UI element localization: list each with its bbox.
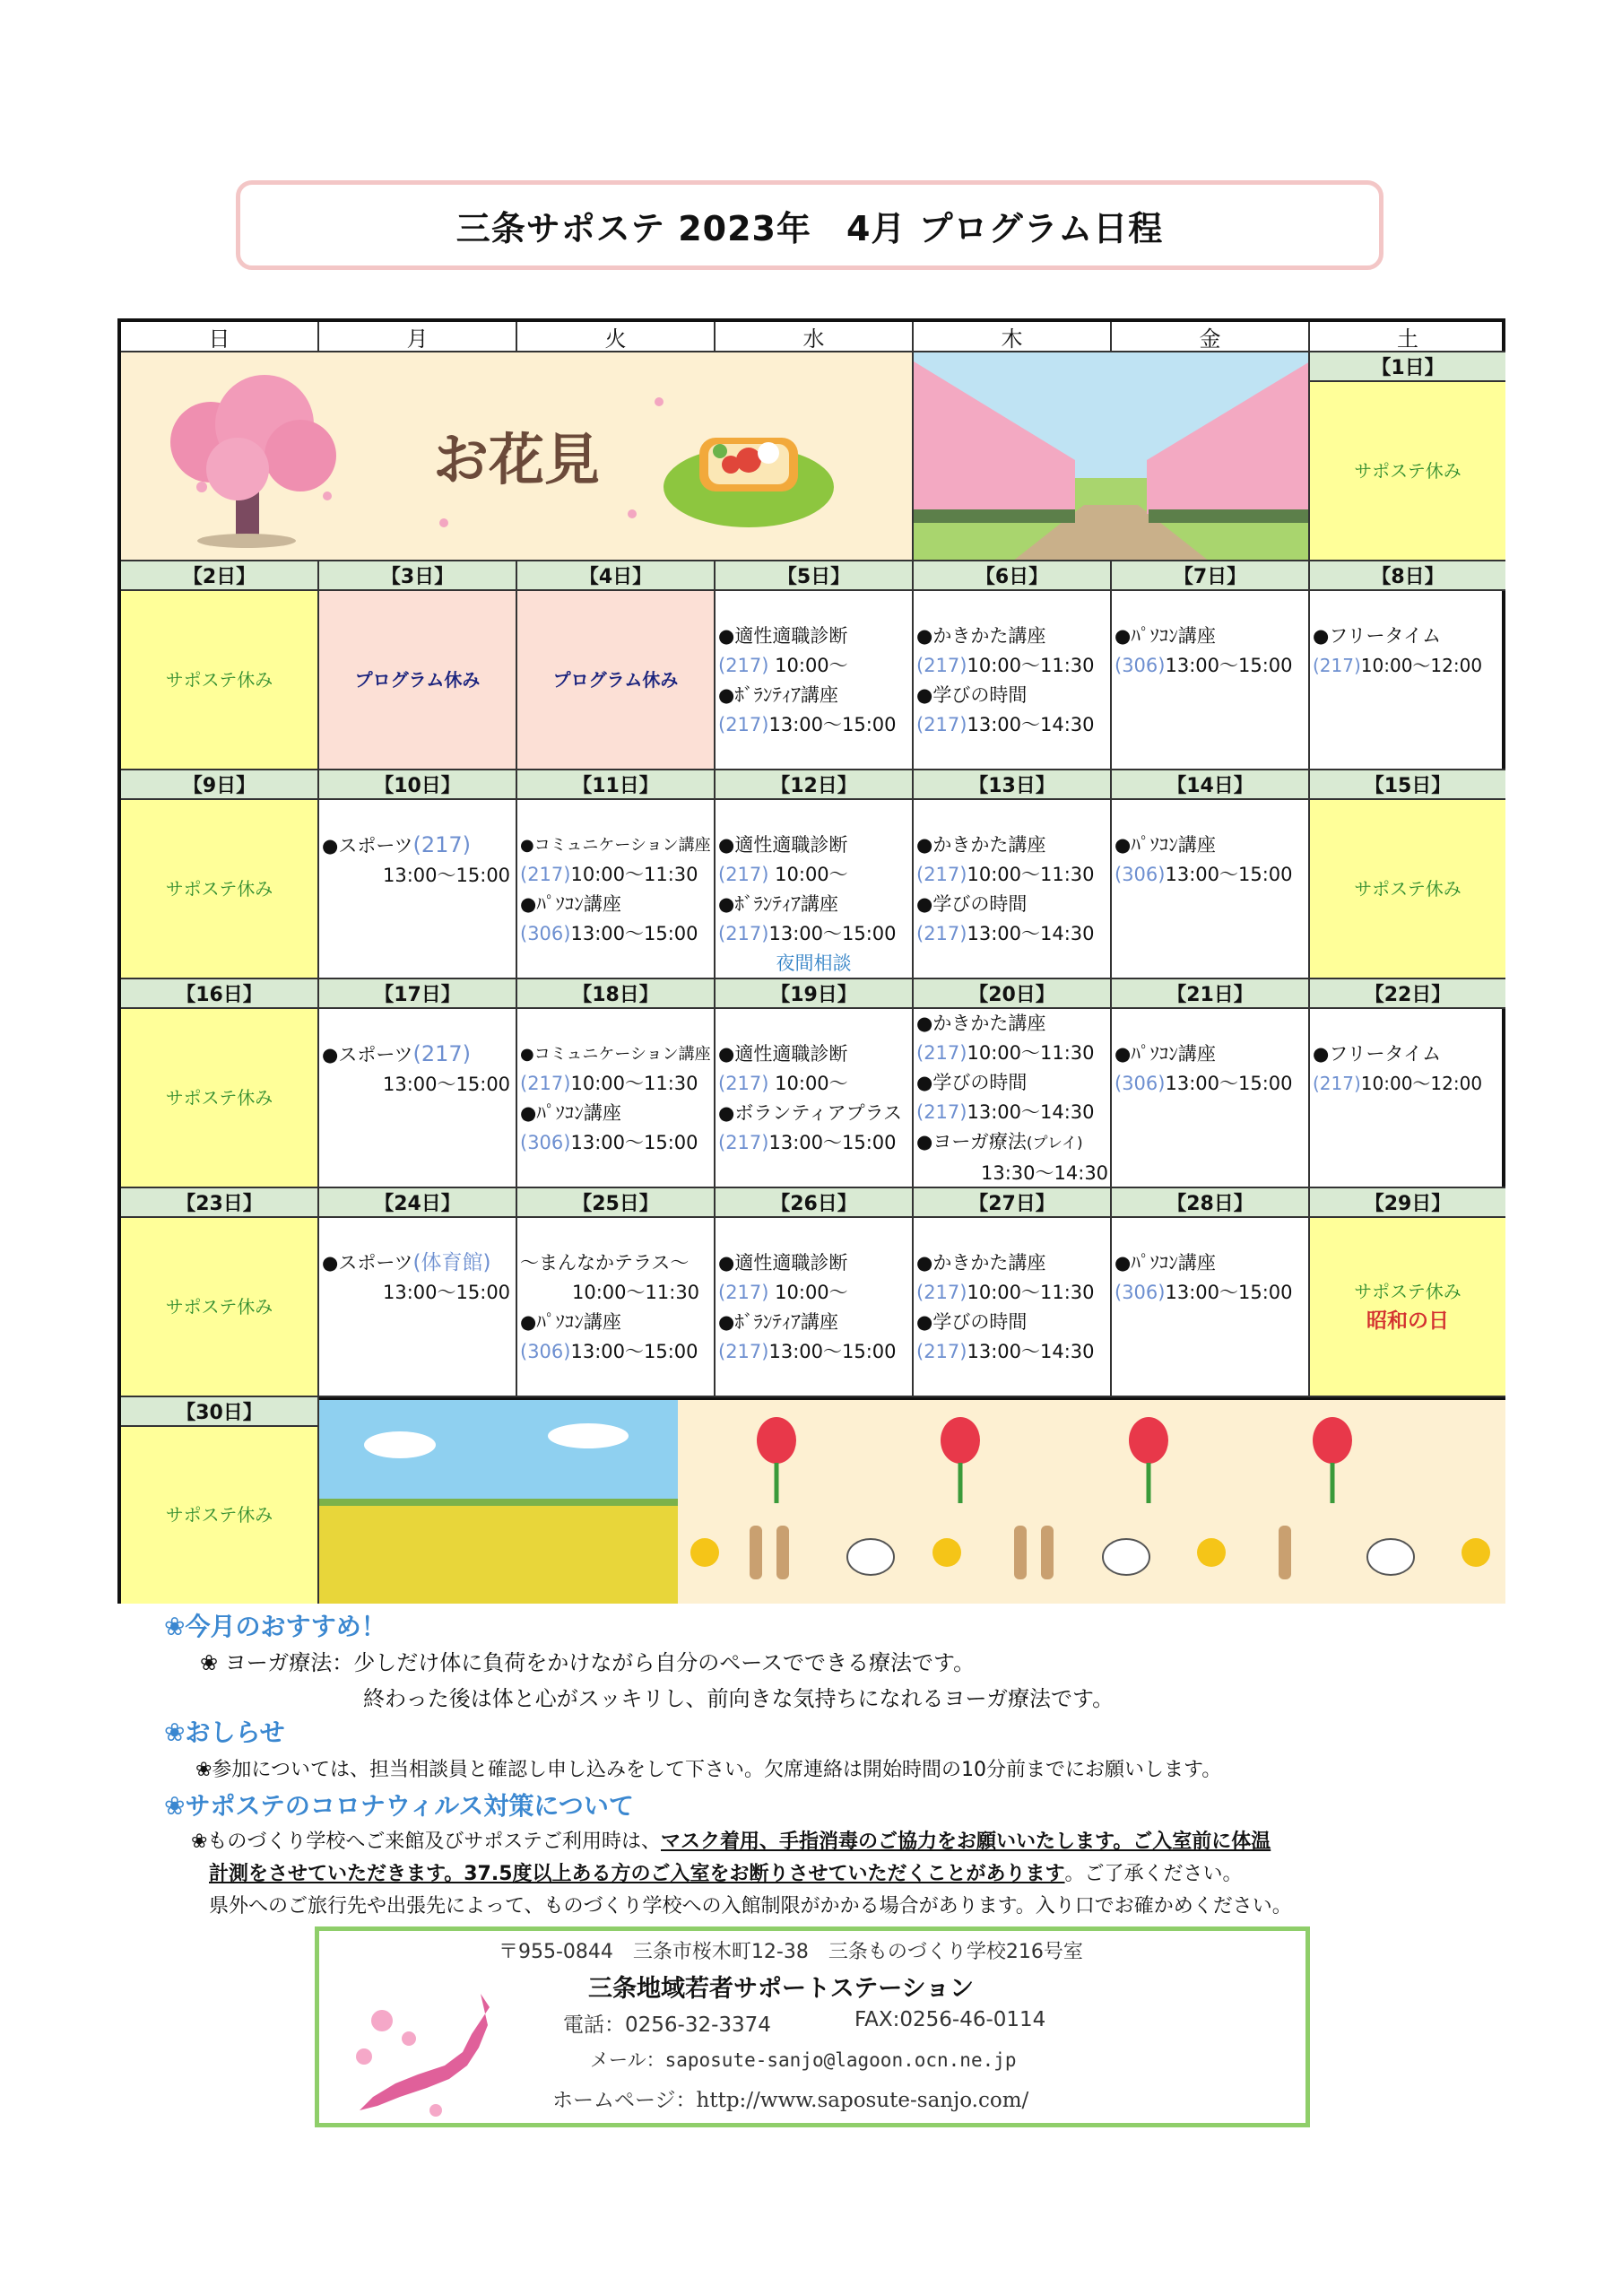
event-time: (217)13:00～15:00 (718, 1132, 897, 1153)
event-time: 13:00～15:00 (383, 1074, 511, 1095)
cherry-road-image (914, 352, 1310, 561)
event-name: ●かきかた講座 (916, 1013, 1046, 1034)
day-2-cell (121, 591, 319, 770)
event-time: (217)13:00～14:30 (916, 1341, 1095, 1362)
closed-label: サポステ休み (165, 877, 273, 900)
weekday-sun: 日 (121, 322, 319, 352)
footer-website[interactable]: ホームページ：http://www.saposute-sanjo.com/ (552, 2089, 1029, 2112)
event-time: (306)13:00～15:00 (1115, 864, 1293, 885)
day-header-26: 【26日】 (716, 1188, 914, 1218)
closed-label: サポステ休み (1354, 1281, 1462, 1302)
ohanami-text: お花見 (433, 427, 601, 492)
day-header-25: 【25日】 (517, 1188, 716, 1218)
weekday-tue: 火 (517, 322, 716, 352)
day-22-cell (1310, 1009, 1505, 1188)
day-13-cell (914, 800, 1112, 979)
day-header-21: 【21日】 (1112, 979, 1310, 1009)
weekday-mon: 月 (319, 322, 517, 352)
event-name: ●ﾎﾞﾗﾝﾃｨｱ講座 (718, 1311, 838, 1333)
event-time: (217)13:00～14:30 (916, 1101, 1095, 1123)
event-time: (217)10:00～11:30 (916, 655, 1095, 676)
event-name: ●ﾊﾟｿｺﾝ講座 (520, 1102, 621, 1124)
page-title: 三条サポステ 2023年 4月 プログラム日程 (236, 180, 1383, 270)
day-12-cell (716, 800, 914, 979)
day-14-cell (1112, 800, 1310, 979)
day-21-cell (1112, 1009, 1310, 1188)
day-23-cell (121, 1218, 319, 1397)
japan-map-icon (346, 1985, 499, 2119)
event-time: (217)10:00～11:30 (916, 864, 1095, 885)
program-closed-label: プログラム休み (354, 668, 481, 691)
day-header-28: 【28日】 (1112, 1188, 1310, 1218)
event-name: ●スポーツ(体育館) (322, 1251, 491, 1274)
event-time: (306)13:00～15:00 (520, 1341, 698, 1362)
day-11-cell (517, 800, 716, 979)
day-8-cell (1310, 591, 1505, 770)
day-header-11: 【11日】 (517, 770, 716, 800)
day-header-8: 【8日】 (1310, 561, 1505, 591)
day-19-cell (716, 1009, 914, 1188)
event-time: (217)13:00～14:30 (916, 714, 1095, 735)
weekday-sat: 土 (1310, 322, 1505, 352)
day-18-cell (517, 1009, 716, 1188)
event-name: ●学びの時間 (916, 684, 1028, 706)
event-name: ●ﾎﾞﾗﾝﾃｨｱ講座 (718, 893, 838, 915)
day-header-17: 【17日】 (319, 979, 517, 1009)
day-header-19: 【19日】 (716, 979, 914, 1009)
day-25-cell (517, 1218, 716, 1397)
day-24-cell (319, 1218, 517, 1397)
day-3-cell (319, 591, 517, 770)
event-time: (217) 10:00～ (718, 1282, 848, 1303)
day-header-2: 【2日】 (121, 561, 319, 591)
contact-footer (315, 1926, 1310, 2127)
day-header-1: 【1日】 (1310, 352, 1505, 382)
day-header-27: 【27日】 (914, 1188, 1112, 1218)
event-name: ●適性適職診断 (718, 625, 848, 647)
calendar (117, 318, 1505, 1604)
event-name: ●スポーツ(217) (322, 1041, 472, 1066)
notice-heading: ❀おしらせ (164, 1718, 285, 1747)
event-name: ●学びの時間 (916, 1072, 1028, 1093)
event-time: 13:00～15:00 (383, 1282, 511, 1303)
closed-label: サポステ休み (165, 1086, 273, 1109)
event-time: (217)10:00～11:30 (916, 1282, 1095, 1303)
event-time: 10:00～11:30 (572, 1282, 700, 1303)
day-10-cell (319, 800, 517, 979)
event-time: (217)10:00～11:30 (916, 1042, 1095, 1064)
footer-org: 三条地域若者サポートステーション (588, 1975, 975, 2003)
event-name: ●フリータイム (1313, 1043, 1442, 1065)
evening-consultation: 夜間相談 (776, 952, 852, 974)
corona-line-1: ❀ものづくり学校へご来館及びサポステご利用時は、マスク着用、手指消毒のご協力をお願いいたします。ご入室前に体温 (191, 1831, 1271, 1853)
recommend-heading: ❀今月のおすすめ！ (164, 1612, 386, 1641)
weekday-thu: 木 (914, 322, 1112, 352)
event-name: ●ﾊﾟｿｺﾝ講座 (520, 893, 621, 915)
event-time: (306)13:00～15:00 (1115, 1282, 1293, 1303)
corona-line-2: 計測をさせていただきます。37.5度以上ある方のご入室をお断りさせていただくことがあります。ご了承ください。 (209, 1863, 1243, 1885)
event-name: ●かきかた講座 (916, 625, 1046, 647)
recommend-line-1: ❀ ヨーガ療法：少しだけ体に負荷をかけながら自分のペースでできる療法です。 (200, 1650, 976, 1675)
footer-fax: FAX:0256-46-0114 (854, 2008, 1046, 2031)
event-time: (217)13:00～14:30 (916, 923, 1095, 944)
event-name: ●かきかた講座 (916, 1252, 1046, 1274)
event-name: ●ﾎﾞﾗﾝﾃｨｱ講座 (718, 684, 838, 706)
corona-line-3: 県外へのご旅行先や出張先によって、ものづくり学校への入館制限がかかる場合があります。入り口でお確かめください。 (209, 1895, 1292, 1918)
day-5-cell (716, 591, 914, 770)
day-header-6: 【6日】 (914, 561, 1112, 591)
day-6-cell (914, 591, 1112, 770)
footer-tel: 電話：0256-32-3374 (563, 2013, 771, 2037)
event-name: ●ﾊﾟｿｺﾝ講座 (520, 1311, 621, 1333)
holiday-label: 昭和の日 (1366, 1309, 1449, 1333)
day-17-cell (319, 1009, 517, 1188)
day-20-cell (914, 1009, 1112, 1188)
closed-label: サポステ休み (1354, 459, 1462, 482)
event-time: (217)10:00～11:30 (520, 864, 698, 885)
day-header-5: 【5日】 (716, 561, 914, 591)
closed-label: サポステ休み (1354, 877, 1462, 900)
closed-label: サポステ休み (165, 1295, 273, 1318)
day-header-29: 【29日】 (1310, 1188, 1505, 1218)
day-header-30: 【30日】 (121, 1397, 319, 1427)
day-header-13: 【13日】 (914, 770, 1112, 800)
day-header-3: 【3日】 (319, 561, 517, 591)
day-header-10: 【10日】 (319, 770, 517, 800)
day-header-9: 【9日】 (121, 770, 319, 800)
event-time: (217) 10:00～ (718, 1073, 848, 1094)
day-header-22: 【22日】 (1310, 979, 1505, 1009)
event-name: ●ﾊﾟｿｺﾝ講座 (1115, 1043, 1216, 1065)
event-time: (217)13:00～15:00 (718, 714, 897, 735)
event-name: ●適性適職診断 (718, 834, 848, 856)
hanami-banner (121, 352, 914, 561)
closed-label: サポステ休み (165, 668, 273, 691)
event-name: ●ﾊﾟｿｺﾝ講座 (1115, 625, 1216, 647)
weekday-wed: 水 (716, 322, 914, 352)
notice-line-1: ❀参加については、担当相談員と確認し申し込みをして下さい。欠席連絡は開始時間の10分前までにお願いします。 (195, 1759, 1222, 1781)
event-name: ●フリータイム (1313, 625, 1442, 647)
spring-banner (319, 1397, 1505, 1604)
cherry-road-illustration (914, 352, 1310, 561)
day-7-cell (1112, 591, 1310, 770)
day-header-20: 【20日】 (914, 979, 1112, 1009)
day-4-cell (517, 591, 716, 770)
event-name: ●ヨーガ療法(プレイ) (916, 1131, 1083, 1152)
event-name: ●学びの時間 (916, 893, 1028, 915)
event-name: ●スポーツ(217) (322, 832, 472, 857)
footer-address: 〒955-0844 三条市桜木町12-38 三条ものづくり学校216号室 (499, 1941, 1083, 1963)
event-name: ●ボランティアプラス (718, 1102, 903, 1124)
day-header-16: 【16日】 (121, 979, 319, 1009)
day-15-cell (1310, 800, 1505, 979)
day-16-cell (121, 1009, 319, 1188)
event-time: 13:30～14:30 (981, 1162, 1109, 1184)
event-name: ●かきかた講座 (916, 834, 1046, 856)
event-name: ●コミュニケーション講座 (520, 836, 711, 855)
footer-email[interactable]: メール：saposute-sanjo@lagoon.ocn.ne.jp (590, 2049, 1017, 2071)
event-time: (217)10:00～11:30 (520, 1073, 698, 1094)
event-time: (306)13:00～15:00 (520, 1132, 698, 1153)
day-1-cell (1310, 382, 1505, 561)
day-header-4: 【4日】 (517, 561, 716, 591)
event-name: ●適性適職診断 (718, 1043, 848, 1065)
day-28-cell (1112, 1218, 1310, 1397)
event-name: ●学びの時間 (916, 1311, 1028, 1333)
event-name: ●適性適職診断 (718, 1252, 848, 1274)
event-time: (217)13:00～15:00 (718, 923, 897, 944)
day-header-12: 【12日】 (716, 770, 914, 800)
day-header-24: 【24日】 (319, 1188, 517, 1218)
corona-heading: ❀サポステのコロナウィルス対策について (164, 1791, 634, 1821)
weekday-fri: 金 (1112, 322, 1310, 352)
day-27-cell (914, 1218, 1112, 1397)
event-time: (306)13:00～15:00 (1115, 1073, 1293, 1094)
day-header-7: 【7日】 (1112, 561, 1310, 591)
event-name: ●ﾊﾟｿｺﾝ講座 (1115, 834, 1216, 856)
day-header-14: 【14日】 (1112, 770, 1310, 800)
event-name: ●コミュニケーション講座 (520, 1045, 711, 1064)
day-29-cell (1310, 1218, 1505, 1397)
day-26-cell (716, 1218, 914, 1397)
event-time: (217)10:00～12:00 (1313, 655, 1483, 676)
day-30-cell (121, 1427, 319, 1604)
day-9-cell (121, 800, 319, 979)
day-header-18: 【18日】 (517, 979, 716, 1009)
event-name: ●ﾊﾟｿｺﾝ講座 (1115, 1252, 1216, 1274)
closed-label: サポステ休み (165, 1504, 273, 1526)
event-time: (217) 10:00～ (718, 864, 848, 885)
event-time: (217)10:00～12:00 (1313, 1073, 1483, 1094)
day-header-15: 【15日】 (1310, 770, 1505, 800)
event-time: 13:00～15:00 (383, 865, 511, 886)
event-time: (217)13:00～15:00 (718, 1341, 897, 1362)
spring-flowers-illustration (319, 1400, 1505, 1604)
event-time: (306)13:00～15:00 (520, 923, 698, 944)
event-time: (306)13:00～15:00 (1115, 655, 1293, 676)
event-name: ～まんなかテラス～ (520, 1252, 690, 1274)
event-time: (217) 10:00～ (718, 655, 848, 676)
day-header-23: 【23日】 (121, 1188, 319, 1218)
program-closed-label: プログラム休み (552, 668, 679, 691)
recommend-line-2: 終わった後は体と心がスッキリし、前向きな気持ちになれるヨーガ療法です。 (363, 1686, 1115, 1711)
